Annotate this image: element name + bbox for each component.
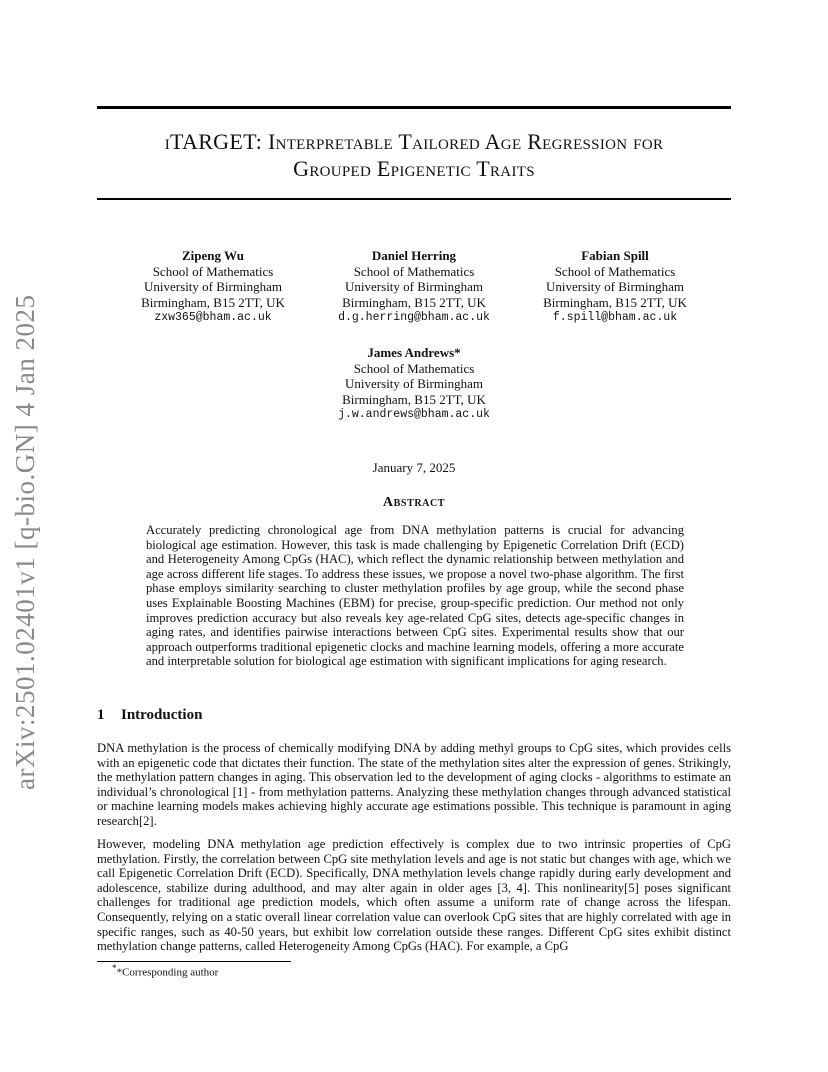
author-university: University of Birmingham (144, 279, 282, 294)
footnote: **Corresponding author (112, 963, 219, 979)
author-name: Daniel Herring (371, 248, 457, 263)
footnote-text: *Corresponding author (116, 966, 219, 979)
author-school: School of Mathematics (554, 263, 676, 279)
author-email[interactable]: zxw365@bham.ac.uk (154, 311, 272, 324)
author-address: Birmingham, B15 2TT, UK (342, 294, 486, 310)
author-name: Zipeng Wu (181, 248, 245, 263)
section-heading (97, 707, 202, 724)
abstract-text: Accurately predicting chronological age from DNA methylation patterns is crucial for advancing biological age estimation. However, this task is made challenging by Epigenetic Correlation Drift (ECD) and Heterogeneity Among CpGs (HAC), which reflect the dynamic relationship between methylation and age across different life stages. To address these issues, we propose a novel two-phase algorithm. The first phase employs similarity searching to cluster methylation profiles by age group, while the second phase uses Explainable Boosting Machines (EBM) for precise, group-specific prediction. Our method not only improves prediction accuracy but also reveals key age-related CpG sites, detects age-specific changes in aging rates, and identifies pairwise interactions between CpG sites. Experimental results show that our approach outperforms traditional epigenetic clocks and machine learning models, offering a more accurate and interpretable solution for biological age estimation with significant implications for aging research. (146, 523, 684, 669)
author-name: Fabian Spill (581, 248, 649, 263)
author-name: James Andrews* (367, 345, 461, 360)
author-university: University of Birmingham (345, 279, 483, 294)
author-email[interactable]: d.g.herring@bham.ac.uk (338, 311, 490, 324)
author-block (314, 248, 514, 326)
author-university: University of Birmingham (345, 376, 483, 391)
body-paragraph: DNA methylation is the process of chemically modifying DNA by adding methyl groups to CpG sites, which provides cells with an epigenetic code that dictates their function. The state of the methylation sites alter the expression of genes. Strikingly, the methylation pattern changes in aging. This observation led to the development of aging clocks - algorithms to estimate an individual’s chronological [1] - from methylation patterns. Analyzing these methylation changes through advanced statistical or machine learning models makes achieving highly accurate age estimations possible. This technique is paramount in aging research[2]. (97, 741, 731, 828)
paper-date: January 7, 2025 (372, 460, 456, 475)
author-email[interactable]: j.w.andrews@bham.ac.uk (338, 408, 490, 421)
author-school: School of Mathematics (353, 360, 475, 376)
footnote-rule (97, 961, 291, 962)
author-school: School of Mathematics (152, 263, 274, 279)
title-rule-top (97, 106, 731, 109)
author-school: School of Mathematics (353, 263, 475, 279)
abstract-heading: Abstract (382, 495, 446, 510)
paper-title (97, 128, 731, 182)
author-university: University of Birmingham (546, 279, 684, 294)
author-address: Birmingham, B15 2TT, UK (342, 391, 486, 407)
author-email[interactable]: f.spill@bham.ac.uk (552, 311, 678, 324)
author-address: Birmingham, B15 2TT, UK (141, 294, 285, 310)
author-block (113, 248, 313, 326)
title-line-2: Grouped Epigenetic Traits (293, 156, 535, 181)
author-block (515, 248, 715, 326)
section-title: Introduction (121, 707, 203, 723)
body-paragraph: However, modeling DNA methylation age prediction effectively is complex due to two intrinsic properties of CpG methylation. Firstly, the correlation between CpG site methylation levels and age is not static but changes with age, which we call Epigenetic Correlation Drift (ECD). Specifically, DNA methylation levels change rapidly during early development and adolescence, stabilize during adulthood, and may alter again in older ages [3, 4]. This nonlinearity[5] poses significant challenges for traditional age prediction models, which often assume a uniform rate of change across the lifespan. Consequently, relying on a static overall linear correlation value can overlook CpG sites that are highly correlated with age in specific ranges, such as 40-50 years, but exhibit low correlation outside these ranges. Different CpG sites exhibit distinct methylation change patterns, called Heterogeneity Among CpGs (HAC). For example, a CpG (97, 837, 731, 954)
author-block (314, 345, 514, 423)
title-rule-bottom (97, 198, 731, 200)
author-address: Birmingham, B15 2TT, UK (543, 294, 687, 310)
section-number: 1 (97, 707, 105, 723)
arxiv-side-stamp: arXiv:2501.02401v1 [q-bio.GN] 4 Jan 2025 (10, 294, 40, 790)
title-line-1: iTARGET: Interpretable Tailored Age Regression for (164, 129, 664, 154)
